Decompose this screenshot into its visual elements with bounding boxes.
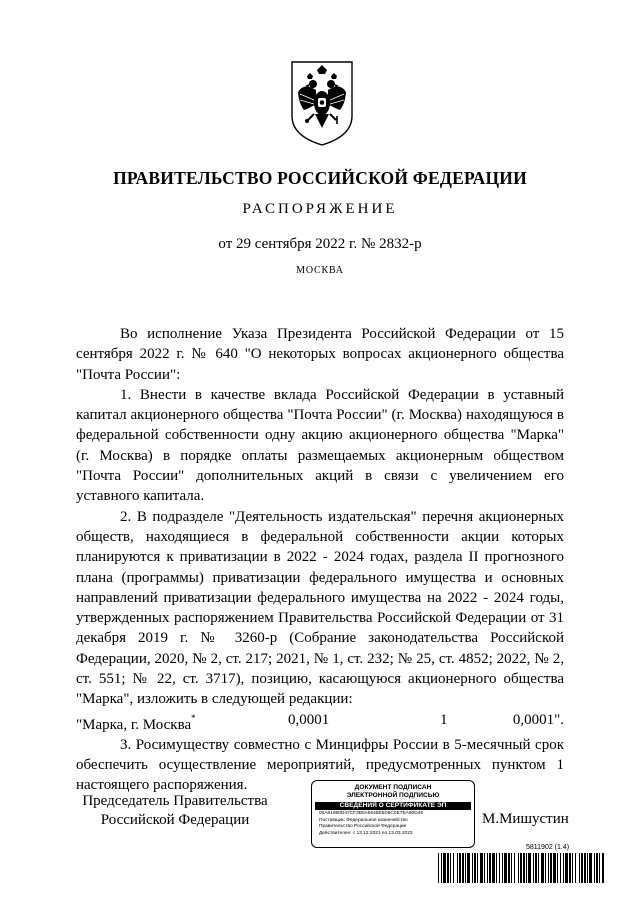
share-cell: 0,0001 [288,711,330,728]
stamp-line1: ДОКУМЕНТ ПОДПИСАН [354,784,432,791]
item-1-paragraph: 1. Внести в качестве вклада Российской Федерации в уставный капитал акционерного общества "Почта России" (г. Москва) находящуюся в федеральной собственности одну акцию акционерного общества "Марка" (г. Москва) в порядке оплаты размещаемых акционерным обществом "Почта России" дополнительных акций в связи с увеличением его уставного капитала. [76,386,564,505]
stamp-issuer: Поставщик: Федеральное казначейство [319,817,408,823]
intro-paragraph: Во исполнение Указа Президента Российской Федерации от 15 сентября 2022 г. № 640 "О некоторых вопросах акционерного общества "Почта России": [76,326,564,383]
electronic-signature-stamp [311,780,475,848]
count-cell: 1 [440,711,448,728]
item-2-paragraph: 2. В подразделе "Деятельность издательская" перечня акционерных обществ, находящиеся в федеральной собственности акции которых планируются к приватизации в 2022 - 2024 годах, раздела II прогнозного плана (программы) приватизации федерального имущества и основных направлений приватизации федерального имущества на 2022 - 2024 годы, утвержденных распоряжением Правительства Российской Федерации от 31 декабря 2019 г. № 3260-р (Собрание законодательства Российской Федерации, 2020, № 2, ст. 217; 2021, № 1, ст. 232; № 25, ст. 4852; 2022, № 2, ст. 551; № 22, ст. 3717), позицию, касающуюся акционерного общества "Марка", изложить в следующей редакции: [76,508,564,708]
document-type: РАСПОРЯЖЕНИЕ [242,201,398,217]
barcode [438,853,604,883]
item-3-paragraph: 3. Росимуществу совместно с Минцифры России в 5-месячный срок обеспечить осуществление мероприятий, предусмотренных пунктом 1 настоящего распоряжения. [76,736,564,794]
document-city: МОСКВА [296,265,344,276]
coat-of-arms-emblem [286,58,358,148]
signatory-position-line2: Российской Федерации [100,812,250,828]
stamp-certificate-header: СВЕДЕНИЯ О СЕРТИФИКАТЕ ЭП [315,802,471,810]
privatization-table-row [76,710,564,732]
document-code: 5811902 (1.4) [526,844,570,851]
value-cell: 0,0001". [512,711,564,728]
signatory-position-line1: Председатель Правительства [82,793,268,809]
signatory-position [80,792,270,830]
stamp-validity: Действителен: с 13.12.2021 по 13.03.2023 [319,830,413,836]
document-body [76,324,564,796]
stamp-certificate-number: 00A61980D47CF3B0A5645E5D6C0E7EA90D46 [319,811,424,816]
document-date-number: от 29 сентября 2022 г. № 2832-р [218,236,422,252]
stamp-line2: ЭЛЕКТРОННОЙ ПОДПИСЬЮ [346,792,440,799]
stamp-owner: Правительство Российской Федерации [319,824,407,830]
signatory-name: М.Мишустин [482,811,569,827]
government-title: ПРАВИТЕЛЬСТВО РОССИЙСКОЙ ФЕДЕРАЦИИ [113,168,527,188]
footnote-mark: * [191,712,196,723]
company-name-cell: "Марка, г. Москва* [76,712,196,733]
